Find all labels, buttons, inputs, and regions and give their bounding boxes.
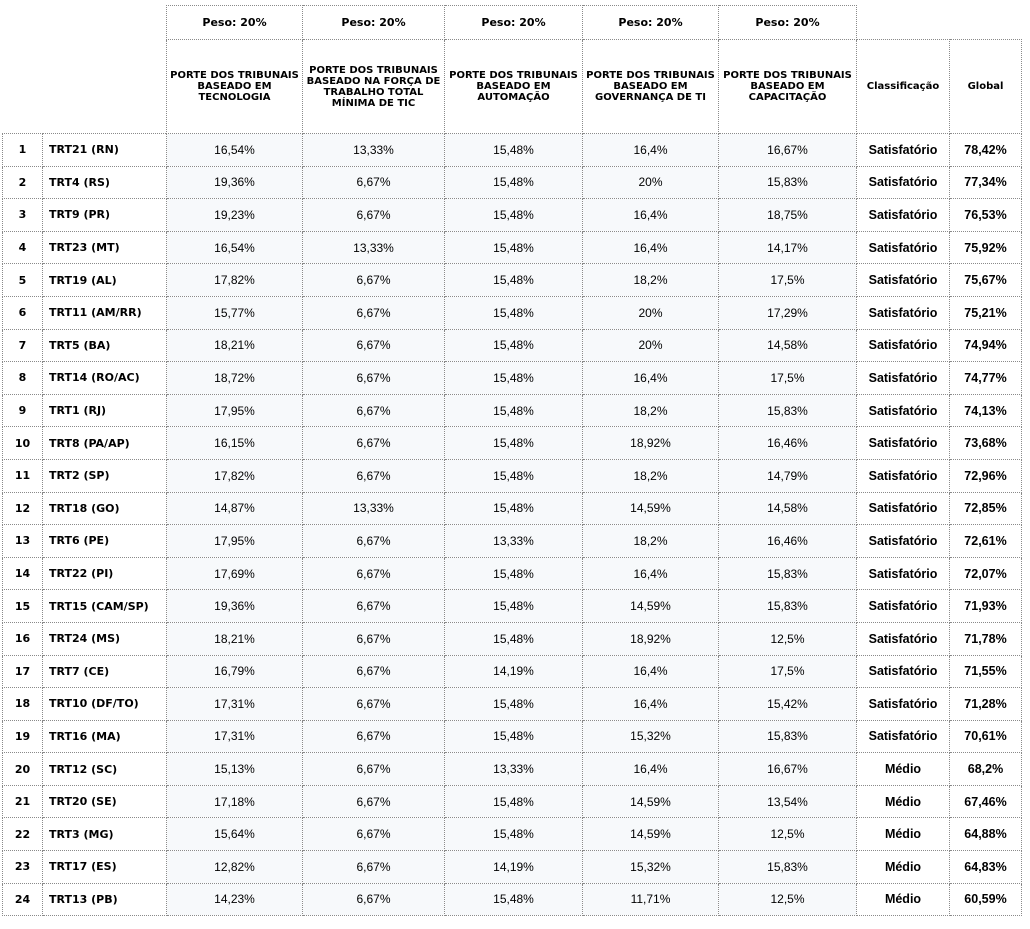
score-cell: 15,64% bbox=[167, 818, 303, 851]
score-cell: 18,21% bbox=[167, 622, 303, 655]
tribunal-name-cell: TRT10 (DF/TO) bbox=[43, 688, 167, 721]
score-cell: 15,48% bbox=[445, 296, 583, 329]
score-cell: 16,54% bbox=[167, 231, 303, 264]
tribunal-name-cell: TRT21 (RN) bbox=[43, 134, 167, 167]
rank-cell: 7 bbox=[3, 329, 43, 362]
rank-cell: 13 bbox=[3, 525, 43, 558]
tribunal-name-cell: TRT2 (SP) bbox=[43, 459, 167, 492]
score-cell: 15,48% bbox=[445, 688, 583, 721]
score-cell: 15,32% bbox=[583, 720, 719, 753]
table-row bbox=[3, 459, 1022, 492]
rank-cell: 20 bbox=[3, 753, 43, 786]
tribunal-name-cell: TRT19 (AL) bbox=[43, 264, 167, 297]
weights-row bbox=[3, 6, 1022, 40]
score-cell: 18,75% bbox=[719, 199, 857, 232]
score-cell: 15,48% bbox=[445, 394, 583, 427]
rank-cell: 19 bbox=[3, 720, 43, 753]
table-row bbox=[3, 753, 1022, 786]
score-cell: 6,67% bbox=[303, 785, 445, 818]
score-cell: 17,18% bbox=[167, 785, 303, 818]
score-cell: 16,67% bbox=[719, 753, 857, 786]
score-cell: 15,83% bbox=[719, 557, 857, 590]
score-cell: 14,59% bbox=[583, 492, 719, 525]
score-cell: 12,5% bbox=[719, 883, 857, 916]
score-cell: 15,77% bbox=[167, 296, 303, 329]
score-cell: 15,83% bbox=[719, 720, 857, 753]
score-cell: 13,54% bbox=[719, 785, 857, 818]
score-cell: 17,69% bbox=[167, 557, 303, 590]
table-row bbox=[3, 231, 1022, 264]
score-cell: 16,4% bbox=[583, 655, 719, 688]
column-header-capacitacao: PORTE DOS TRIBUNAIS BASEADO EM CAPACITAÇÃO bbox=[719, 40, 857, 134]
table-row bbox=[3, 394, 1022, 427]
score-cell: 16,15% bbox=[167, 427, 303, 460]
rank-cell: 22 bbox=[3, 818, 43, 851]
score-cell: 14,23% bbox=[167, 883, 303, 916]
rank-cell: 9 bbox=[3, 394, 43, 427]
score-cell: 15,48% bbox=[445, 329, 583, 362]
score-cell: 14,19% bbox=[445, 655, 583, 688]
global-score-cell: 78,42% bbox=[950, 134, 1022, 167]
global-score-cell: 71,93% bbox=[950, 590, 1022, 623]
score-cell: 15,48% bbox=[445, 199, 583, 232]
score-cell: 14,17% bbox=[719, 231, 857, 264]
corner-blank bbox=[950, 6, 1022, 40]
table-row bbox=[3, 296, 1022, 329]
score-cell: 15,13% bbox=[167, 753, 303, 786]
score-cell: 18,92% bbox=[583, 427, 719, 460]
table-row bbox=[3, 851, 1022, 884]
score-cell: 15,48% bbox=[445, 818, 583, 851]
tribunal-name-cell: TRT22 (PI) bbox=[43, 557, 167, 590]
classification-cell: Médio bbox=[857, 753, 950, 786]
score-cell: 16,46% bbox=[719, 525, 857, 558]
table-header bbox=[3, 6, 1022, 134]
rank-cell: 14 bbox=[3, 557, 43, 590]
corner-blank bbox=[3, 40, 43, 134]
global-score-cell: 75,21% bbox=[950, 296, 1022, 329]
table-row bbox=[3, 362, 1022, 395]
global-score-cell: 60,59% bbox=[950, 883, 1022, 916]
score-cell: 18,2% bbox=[583, 459, 719, 492]
score-cell: 15,48% bbox=[445, 785, 583, 818]
global-score-cell: 73,68% bbox=[950, 427, 1022, 460]
score-cell: 19,36% bbox=[167, 166, 303, 199]
score-cell: 15,48% bbox=[445, 166, 583, 199]
score-cell: 15,48% bbox=[445, 134, 583, 167]
rank-cell: 4 bbox=[3, 231, 43, 264]
score-cell: 15,48% bbox=[445, 264, 583, 297]
global-score-cell: 75,92% bbox=[950, 231, 1022, 264]
rank-cell: 6 bbox=[3, 296, 43, 329]
score-cell: 6,67% bbox=[303, 622, 445, 655]
score-cell: 15,32% bbox=[583, 851, 719, 884]
global-score-cell: 72,61% bbox=[950, 525, 1022, 558]
global-score-cell: 75,67% bbox=[950, 264, 1022, 297]
tribunal-name-cell: TRT15 (CAM/SP) bbox=[43, 590, 167, 623]
rank-cell: 16 bbox=[3, 622, 43, 655]
score-cell: 17,95% bbox=[167, 525, 303, 558]
global-score-cell: 71,78% bbox=[950, 622, 1022, 655]
classification-cell: Médio bbox=[857, 818, 950, 851]
classification-cell: Satisfatório bbox=[857, 720, 950, 753]
score-cell: 15,83% bbox=[719, 166, 857, 199]
score-cell: 17,82% bbox=[167, 459, 303, 492]
rank-cell: 11 bbox=[3, 459, 43, 492]
score-cell: 17,29% bbox=[719, 296, 857, 329]
global-score-cell: 64,88% bbox=[950, 818, 1022, 851]
score-cell: 15,48% bbox=[445, 883, 583, 916]
score-cell: 16,54% bbox=[167, 134, 303, 167]
table-row bbox=[3, 134, 1022, 167]
score-cell: 6,67% bbox=[303, 296, 445, 329]
table-row bbox=[3, 883, 1022, 916]
score-cell: 15,48% bbox=[445, 622, 583, 655]
score-cell: 15,48% bbox=[445, 492, 583, 525]
classification-cell: Satisfatório bbox=[857, 296, 950, 329]
score-cell: 13,33% bbox=[303, 492, 445, 525]
weight-cell: Peso: 20% bbox=[303, 6, 445, 40]
score-cell: 16,67% bbox=[719, 134, 857, 167]
score-cell: 18,2% bbox=[583, 525, 719, 558]
score-cell: 16,4% bbox=[583, 231, 719, 264]
score-cell: 17,5% bbox=[719, 264, 857, 297]
score-cell: 14,58% bbox=[719, 329, 857, 362]
global-score-cell: 74,77% bbox=[950, 362, 1022, 395]
rank-cell: 2 bbox=[3, 166, 43, 199]
tribunal-name-cell: TRT17 (ES) bbox=[43, 851, 167, 884]
score-cell: 12,5% bbox=[719, 622, 857, 655]
score-cell: 18,92% bbox=[583, 622, 719, 655]
table-row bbox=[3, 688, 1022, 721]
score-cell: 15,83% bbox=[719, 851, 857, 884]
score-cell: 6,67% bbox=[303, 394, 445, 427]
score-cell: 19,36% bbox=[167, 590, 303, 623]
tribunal-name-cell: TRT6 (PE) bbox=[43, 525, 167, 558]
score-cell: 6,67% bbox=[303, 818, 445, 851]
score-cell: 16,79% bbox=[167, 655, 303, 688]
table-row bbox=[3, 622, 1022, 655]
rank-cell: 3 bbox=[3, 199, 43, 232]
score-cell: 14,87% bbox=[167, 492, 303, 525]
rank-cell: 5 bbox=[3, 264, 43, 297]
score-cell: 19,23% bbox=[167, 199, 303, 232]
classification-cell: Satisfatório bbox=[857, 525, 950, 558]
score-cell: 15,48% bbox=[445, 720, 583, 753]
tribunal-name-cell: TRT8 (PA/AP) bbox=[43, 427, 167, 460]
score-cell: 15,48% bbox=[445, 362, 583, 395]
score-cell: 17,95% bbox=[167, 394, 303, 427]
table-row bbox=[3, 264, 1022, 297]
score-cell: 16,4% bbox=[583, 557, 719, 590]
table-row bbox=[3, 427, 1022, 460]
score-cell: 15,48% bbox=[445, 557, 583, 590]
score-cell: 6,67% bbox=[303, 557, 445, 590]
classification-cell: Satisfatório bbox=[857, 492, 950, 525]
global-score-cell: 67,46% bbox=[950, 785, 1022, 818]
classification-cell: Satisfatório bbox=[857, 199, 950, 232]
rank-cell: 8 bbox=[3, 362, 43, 395]
column-headers-row bbox=[3, 40, 1022, 134]
table-row bbox=[3, 720, 1022, 753]
tribunal-name-cell: TRT1 (RJ) bbox=[43, 394, 167, 427]
rank-cell: 12 bbox=[3, 492, 43, 525]
tribunal-name-cell: TRT23 (MT) bbox=[43, 231, 167, 264]
score-cell: 20% bbox=[583, 329, 719, 362]
classification-cell: Médio bbox=[857, 883, 950, 916]
ranking-table bbox=[2, 5, 1022, 916]
table-row bbox=[3, 557, 1022, 590]
classification-cell: Satisfatório bbox=[857, 459, 950, 492]
score-cell: 6,67% bbox=[303, 459, 445, 492]
score-cell: 17,31% bbox=[167, 688, 303, 721]
rank-cell: 15 bbox=[3, 590, 43, 623]
tribunal-name-cell: TRT16 (MA) bbox=[43, 720, 167, 753]
table-row bbox=[3, 329, 1022, 362]
rank-cell: 18 bbox=[3, 688, 43, 721]
rank-cell: 21 bbox=[3, 785, 43, 818]
classification-cell: Satisfatório bbox=[857, 655, 950, 688]
global-score-cell: 74,13% bbox=[950, 394, 1022, 427]
score-cell: 15,83% bbox=[719, 590, 857, 623]
score-cell: 6,67% bbox=[303, 264, 445, 297]
score-cell: 18,2% bbox=[583, 264, 719, 297]
score-cell: 6,67% bbox=[303, 655, 445, 688]
score-cell: 16,4% bbox=[583, 199, 719, 232]
global-score-cell: 71,28% bbox=[950, 688, 1022, 721]
tribunal-name-cell: TRT13 (PB) bbox=[43, 883, 167, 916]
score-cell: 16,46% bbox=[719, 427, 857, 460]
score-cell: 6,67% bbox=[303, 199, 445, 232]
classification-cell: Satisfatório bbox=[857, 329, 950, 362]
score-cell: 11,71% bbox=[583, 883, 719, 916]
column-header-classificacao: Classificação bbox=[857, 40, 950, 134]
classification-cell: Satisfatório bbox=[857, 264, 950, 297]
weight-cell: Peso: 20% bbox=[167, 6, 303, 40]
score-cell: 14,59% bbox=[583, 818, 719, 851]
score-cell: 16,4% bbox=[583, 753, 719, 786]
score-cell: 6,67% bbox=[303, 851, 445, 884]
tribunal-name-cell: TRT9 (PR) bbox=[43, 199, 167, 232]
corner-blank bbox=[857, 6, 950, 40]
column-header-governanca: PORTE DOS TRIBUNAIS BASEADO EM GOVERNANÇA DE TI bbox=[583, 40, 719, 134]
global-score-cell: 68,2% bbox=[950, 753, 1022, 786]
score-cell: 14,19% bbox=[445, 851, 583, 884]
tribunal-name-cell: TRT3 (MG) bbox=[43, 818, 167, 851]
corner-blank bbox=[3, 6, 43, 40]
weight-cell: Peso: 20% bbox=[719, 6, 857, 40]
score-cell: 16,4% bbox=[583, 688, 719, 721]
score-cell: 6,67% bbox=[303, 883, 445, 916]
tribunal-name-cell: TRT12 (SC) bbox=[43, 753, 167, 786]
score-cell: 14,59% bbox=[583, 785, 719, 818]
table-row bbox=[3, 525, 1022, 558]
global-score-cell: 72,85% bbox=[950, 492, 1022, 525]
score-cell: 18,72% bbox=[167, 362, 303, 395]
score-cell: 17,82% bbox=[167, 264, 303, 297]
score-cell: 15,83% bbox=[719, 394, 857, 427]
weight-cell: Peso: 20% bbox=[445, 6, 583, 40]
classification-cell: Satisfatório bbox=[857, 362, 950, 395]
classification-cell: Satisfatório bbox=[857, 590, 950, 623]
score-cell: 17,31% bbox=[167, 720, 303, 753]
corner-blank bbox=[43, 40, 167, 134]
corner-blank bbox=[43, 6, 167, 40]
score-cell: 15,42% bbox=[719, 688, 857, 721]
score-cell: 6,67% bbox=[303, 753, 445, 786]
score-cell: 16,4% bbox=[583, 134, 719, 167]
score-cell: 13,33% bbox=[445, 525, 583, 558]
score-cell: 15,48% bbox=[445, 590, 583, 623]
rank-cell: 17 bbox=[3, 655, 43, 688]
table-row bbox=[3, 166, 1022, 199]
classification-cell: Satisfatório bbox=[857, 557, 950, 590]
classification-cell: Satisfatório bbox=[857, 622, 950, 655]
tribunal-name-cell: TRT20 (SE) bbox=[43, 785, 167, 818]
score-cell: 6,67% bbox=[303, 427, 445, 460]
score-cell: 15,48% bbox=[445, 231, 583, 264]
global-score-cell: 72,07% bbox=[950, 557, 1022, 590]
score-cell: 13,33% bbox=[445, 753, 583, 786]
score-cell: 16,4% bbox=[583, 362, 719, 395]
tribunal-name-cell: TRT7 (CE) bbox=[43, 655, 167, 688]
column-header-tecnologia: PORTE DOS TRIBUNAIS BASEADO EM TECNOLOGIA bbox=[167, 40, 303, 134]
global-score-cell: 74,94% bbox=[950, 329, 1022, 362]
column-header-forca-trabalho: PORTE DOS TRIBUNAIS BASEADO NA FORÇA DE TRABALHO TOTAL MÍNIMA DE TIC bbox=[303, 40, 445, 134]
table-row bbox=[3, 199, 1022, 232]
score-cell: 6,67% bbox=[303, 590, 445, 623]
classification-cell: Satisfatório bbox=[857, 427, 950, 460]
global-score-cell: 76,53% bbox=[950, 199, 1022, 232]
score-cell: 17,5% bbox=[719, 655, 857, 688]
table-row bbox=[3, 785, 1022, 818]
rank-cell: 10 bbox=[3, 427, 43, 460]
global-score-cell: 71,55% bbox=[950, 655, 1022, 688]
score-cell: 13,33% bbox=[303, 231, 445, 264]
score-cell: 12,5% bbox=[719, 818, 857, 851]
score-cell: 20% bbox=[583, 166, 719, 199]
classification-cell: Satisfatório bbox=[857, 394, 950, 427]
score-cell: 13,33% bbox=[303, 134, 445, 167]
score-cell: 20% bbox=[583, 296, 719, 329]
score-cell: 17,5% bbox=[719, 362, 857, 395]
global-score-cell: 72,96% bbox=[950, 459, 1022, 492]
score-cell: 6,67% bbox=[303, 688, 445, 721]
classification-cell: Satisfatório bbox=[857, 231, 950, 264]
global-score-cell: 70,61% bbox=[950, 720, 1022, 753]
score-cell: 6,67% bbox=[303, 525, 445, 558]
table-body bbox=[3, 134, 1022, 916]
table-row bbox=[3, 590, 1022, 623]
score-cell: 12,82% bbox=[167, 851, 303, 884]
score-cell: 14,59% bbox=[583, 590, 719, 623]
score-cell: 15,48% bbox=[445, 459, 583, 492]
global-score-cell: 64,83% bbox=[950, 851, 1022, 884]
global-score-cell: 77,34% bbox=[950, 166, 1022, 199]
score-cell: 6,67% bbox=[303, 362, 445, 395]
classification-cell: Satisfatório bbox=[857, 166, 950, 199]
table-row bbox=[3, 492, 1022, 525]
tribunal-name-cell: TRT5 (BA) bbox=[43, 329, 167, 362]
table-row bbox=[3, 818, 1022, 851]
classification-cell: Satisfatório bbox=[857, 134, 950, 167]
classification-cell: Satisfatório bbox=[857, 688, 950, 721]
tribunal-name-cell: TRT24 (MS) bbox=[43, 622, 167, 655]
score-cell: 6,67% bbox=[303, 166, 445, 199]
column-header-automacao: PORTE DOS TRIBUNAIS BASEADO EM AUTOMAÇÃO bbox=[445, 40, 583, 134]
classification-cell: Médio bbox=[857, 785, 950, 818]
score-cell: 18,21% bbox=[167, 329, 303, 362]
score-cell: 6,67% bbox=[303, 329, 445, 362]
tribunal-name-cell: TRT4 (RS) bbox=[43, 166, 167, 199]
score-cell: 18,2% bbox=[583, 394, 719, 427]
score-cell: 14,58% bbox=[719, 492, 857, 525]
score-cell: 6,67% bbox=[303, 720, 445, 753]
column-header-global: Global bbox=[950, 40, 1022, 134]
score-cell: 14,79% bbox=[719, 459, 857, 492]
table-row bbox=[3, 655, 1022, 688]
score-cell: 15,48% bbox=[445, 427, 583, 460]
classification-cell: Médio bbox=[857, 851, 950, 884]
tribunal-name-cell: TRT18 (GO) bbox=[43, 492, 167, 525]
tribunal-name-cell: TRT14 (RO/AC) bbox=[43, 362, 167, 395]
rank-cell: 23 bbox=[3, 851, 43, 884]
rank-cell: 24 bbox=[3, 883, 43, 916]
rank-cell: 1 bbox=[3, 134, 43, 167]
tribunal-name-cell: TRT11 (AM/RR) bbox=[43, 296, 167, 329]
weight-cell: Peso: 20% bbox=[583, 6, 719, 40]
